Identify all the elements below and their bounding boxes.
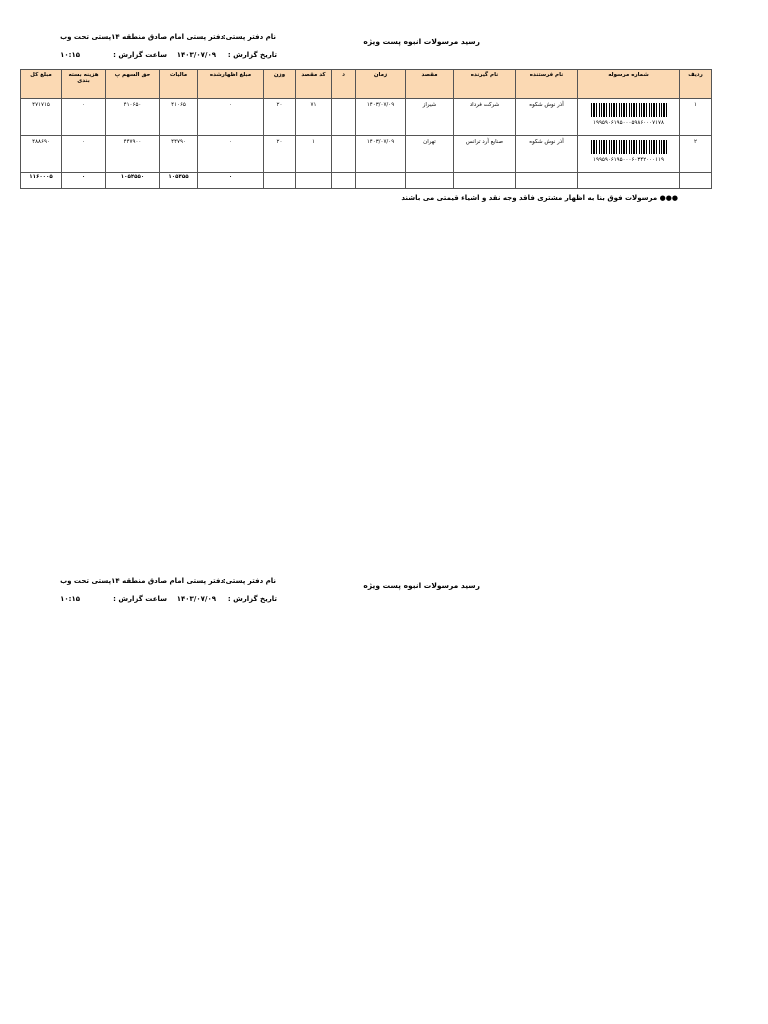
col-sender-name: نام فرستنده — [516, 70, 578, 99]
date-value: ۱۴۰۳/۰۷/۰۹ — [176, 51, 216, 59]
sender-name-cell: آذر نوش شکوه — [516, 136, 578, 173]
col-shipment-number: شماره مرسوله — [578, 70, 680, 99]
total-declared-amount: ۰ — [198, 173, 264, 189]
row-number-cell: ۲ — [680, 136, 712, 173]
report-title: رسید مرسولات انبوه پست ویژه — [363, 581, 480, 590]
total-cell-8 — [264, 173, 296, 189]
office-value: دفتر پستی امام صادق منطقه ۱۴پستی تحت وب — [60, 33, 224, 41]
grand-total: ۱۱۶۰۰۰۵ — [21, 173, 62, 189]
report-header-bottom — [0, 544, 768, 604]
total-cell-6 — [332, 173, 356, 189]
destination-cell: تهران — [406, 136, 454, 173]
declared-amount-cell: ۰ — [198, 136, 264, 173]
destination-cell: شیراز — [406, 99, 454, 136]
shipment-number: ۱۹۹۵۹۰۶۱۹۵۰۰۰۶۰۳۴۲۰۰۰۱۱۹ — [593, 157, 664, 163]
date-value: ۱۴۰۳/۰۷/۰۹ — [176, 595, 216, 603]
office-value: دفتر پستی امام صادق منطقه ۱۴پستی تحت وب — [60, 577, 224, 585]
col-row-number: ردیف — [680, 70, 712, 99]
col-receiver-name: نام گیرنده — [454, 70, 516, 99]
col-d: د — [332, 70, 356, 99]
share-cell: ۴۱۰۶۵۰ — [106, 99, 160, 136]
total-cell-0 — [680, 173, 712, 189]
weight-cell: ۲۰ — [264, 136, 296, 173]
total-share: ۱۰۵۴۵۵۰ — [106, 173, 160, 189]
col-share: حق السهم پ — [106, 70, 160, 99]
total-amount-cell: ۴۸۸۶۹۰ — [21, 136, 62, 173]
time-cell: ۱۴۰۳/۰۷/۰۹ — [356, 136, 406, 173]
destination-code-cell: ۱ — [296, 136, 332, 173]
sender-name-cell: آذر نوش شکوه — [516, 99, 578, 136]
col-packaging-cost: هزینه بسته بندی — [62, 70, 106, 99]
total-amount-cell: ۴۷۱۷۱۵ — [21, 99, 62, 136]
packaging-cost-cell: ۰ — [62, 99, 106, 136]
shipments-table — [20, 69, 712, 189]
tax-cell: ۴۴۷۹۰ — [160, 136, 198, 173]
date-label: تاریخ گزارش : — [227, 51, 277, 59]
total-cell-2 — [516, 173, 578, 189]
table-row — [21, 99, 712, 136]
total-cell-3 — [454, 173, 516, 189]
shipment-number-cell — [578, 99, 680, 136]
col-total-amount: مبلغ کل — [21, 70, 62, 99]
d-cell — [332, 136, 356, 173]
barcode-image — [591, 103, 667, 117]
col-destination-code: کد مقصد — [296, 70, 332, 99]
total-packaging-cost: ۰ — [62, 173, 106, 189]
disclaimer-note: ●●● مرسولات فوق بنا به اظهار مشتری فاقد وجه نقد و اشیاء قیمتی می باشند — [401, 194, 678, 202]
shipment-number: ۱۹۹۵۹۰۶۱۹۵۰۰۰۵۹۸۶۰۰۰۷۱۷۸ — [593, 120, 664, 126]
time-label: ساعت گزارش : — [113, 595, 167, 603]
total-tax: ۱۰۵۴۵۵ — [160, 173, 198, 189]
row-number-cell: ۱ — [680, 99, 712, 136]
weight-cell: ۲۰ — [264, 99, 296, 136]
col-declared-amount: مبلغ اظهارشده — [198, 70, 264, 99]
destination-code-cell: ۷۱ — [296, 99, 332, 136]
col-tax: مالیات — [160, 70, 198, 99]
col-time: زمان — [356, 70, 406, 99]
time-value: ۱۰:۱۵ — [60, 595, 80, 603]
report-title: رسید مرسولات انبوه پست ویژه — [363, 37, 480, 46]
receiver-name-cell: صنایع آرد ترانس — [454, 136, 516, 173]
receiver-name-cell: شرکت فرداد — [454, 99, 516, 136]
date-label: تاریخ گزارش : — [227, 595, 277, 603]
total-cell-4 — [406, 173, 454, 189]
total-cell-1 — [578, 173, 680, 189]
tax-cell: ۴۱۰۶۵ — [160, 99, 198, 136]
col-destination: مقصد — [406, 70, 454, 99]
d-cell — [332, 99, 356, 136]
time-value: ۱۰:۱۵ — [60, 51, 80, 59]
col-weight: وزن — [264, 70, 296, 99]
time-cell: ۱۴۰۳/۰۷/۰۹ — [356, 99, 406, 136]
share-cell: ۴۴۷۹۰۰ — [106, 136, 160, 173]
totals-row — [21, 173, 712, 189]
table-header-row — [21, 70, 712, 99]
office-label: نام دفتر پستی: — [222, 577, 276, 585]
office-label: نام دفتر پستی: — [222, 33, 276, 41]
packaging-cost-cell: ۰ — [62, 136, 106, 173]
declared-amount-cell: ۰ — [198, 99, 264, 136]
total-cell-5 — [356, 173, 406, 189]
total-cell-7 — [296, 173, 332, 189]
time-label: ساعت گزارش : — [113, 51, 167, 59]
shipment-number-cell — [578, 136, 680, 173]
report-header-top — [0, 0, 768, 60]
table-row — [21, 136, 712, 173]
barcode-image — [591, 140, 667, 154]
